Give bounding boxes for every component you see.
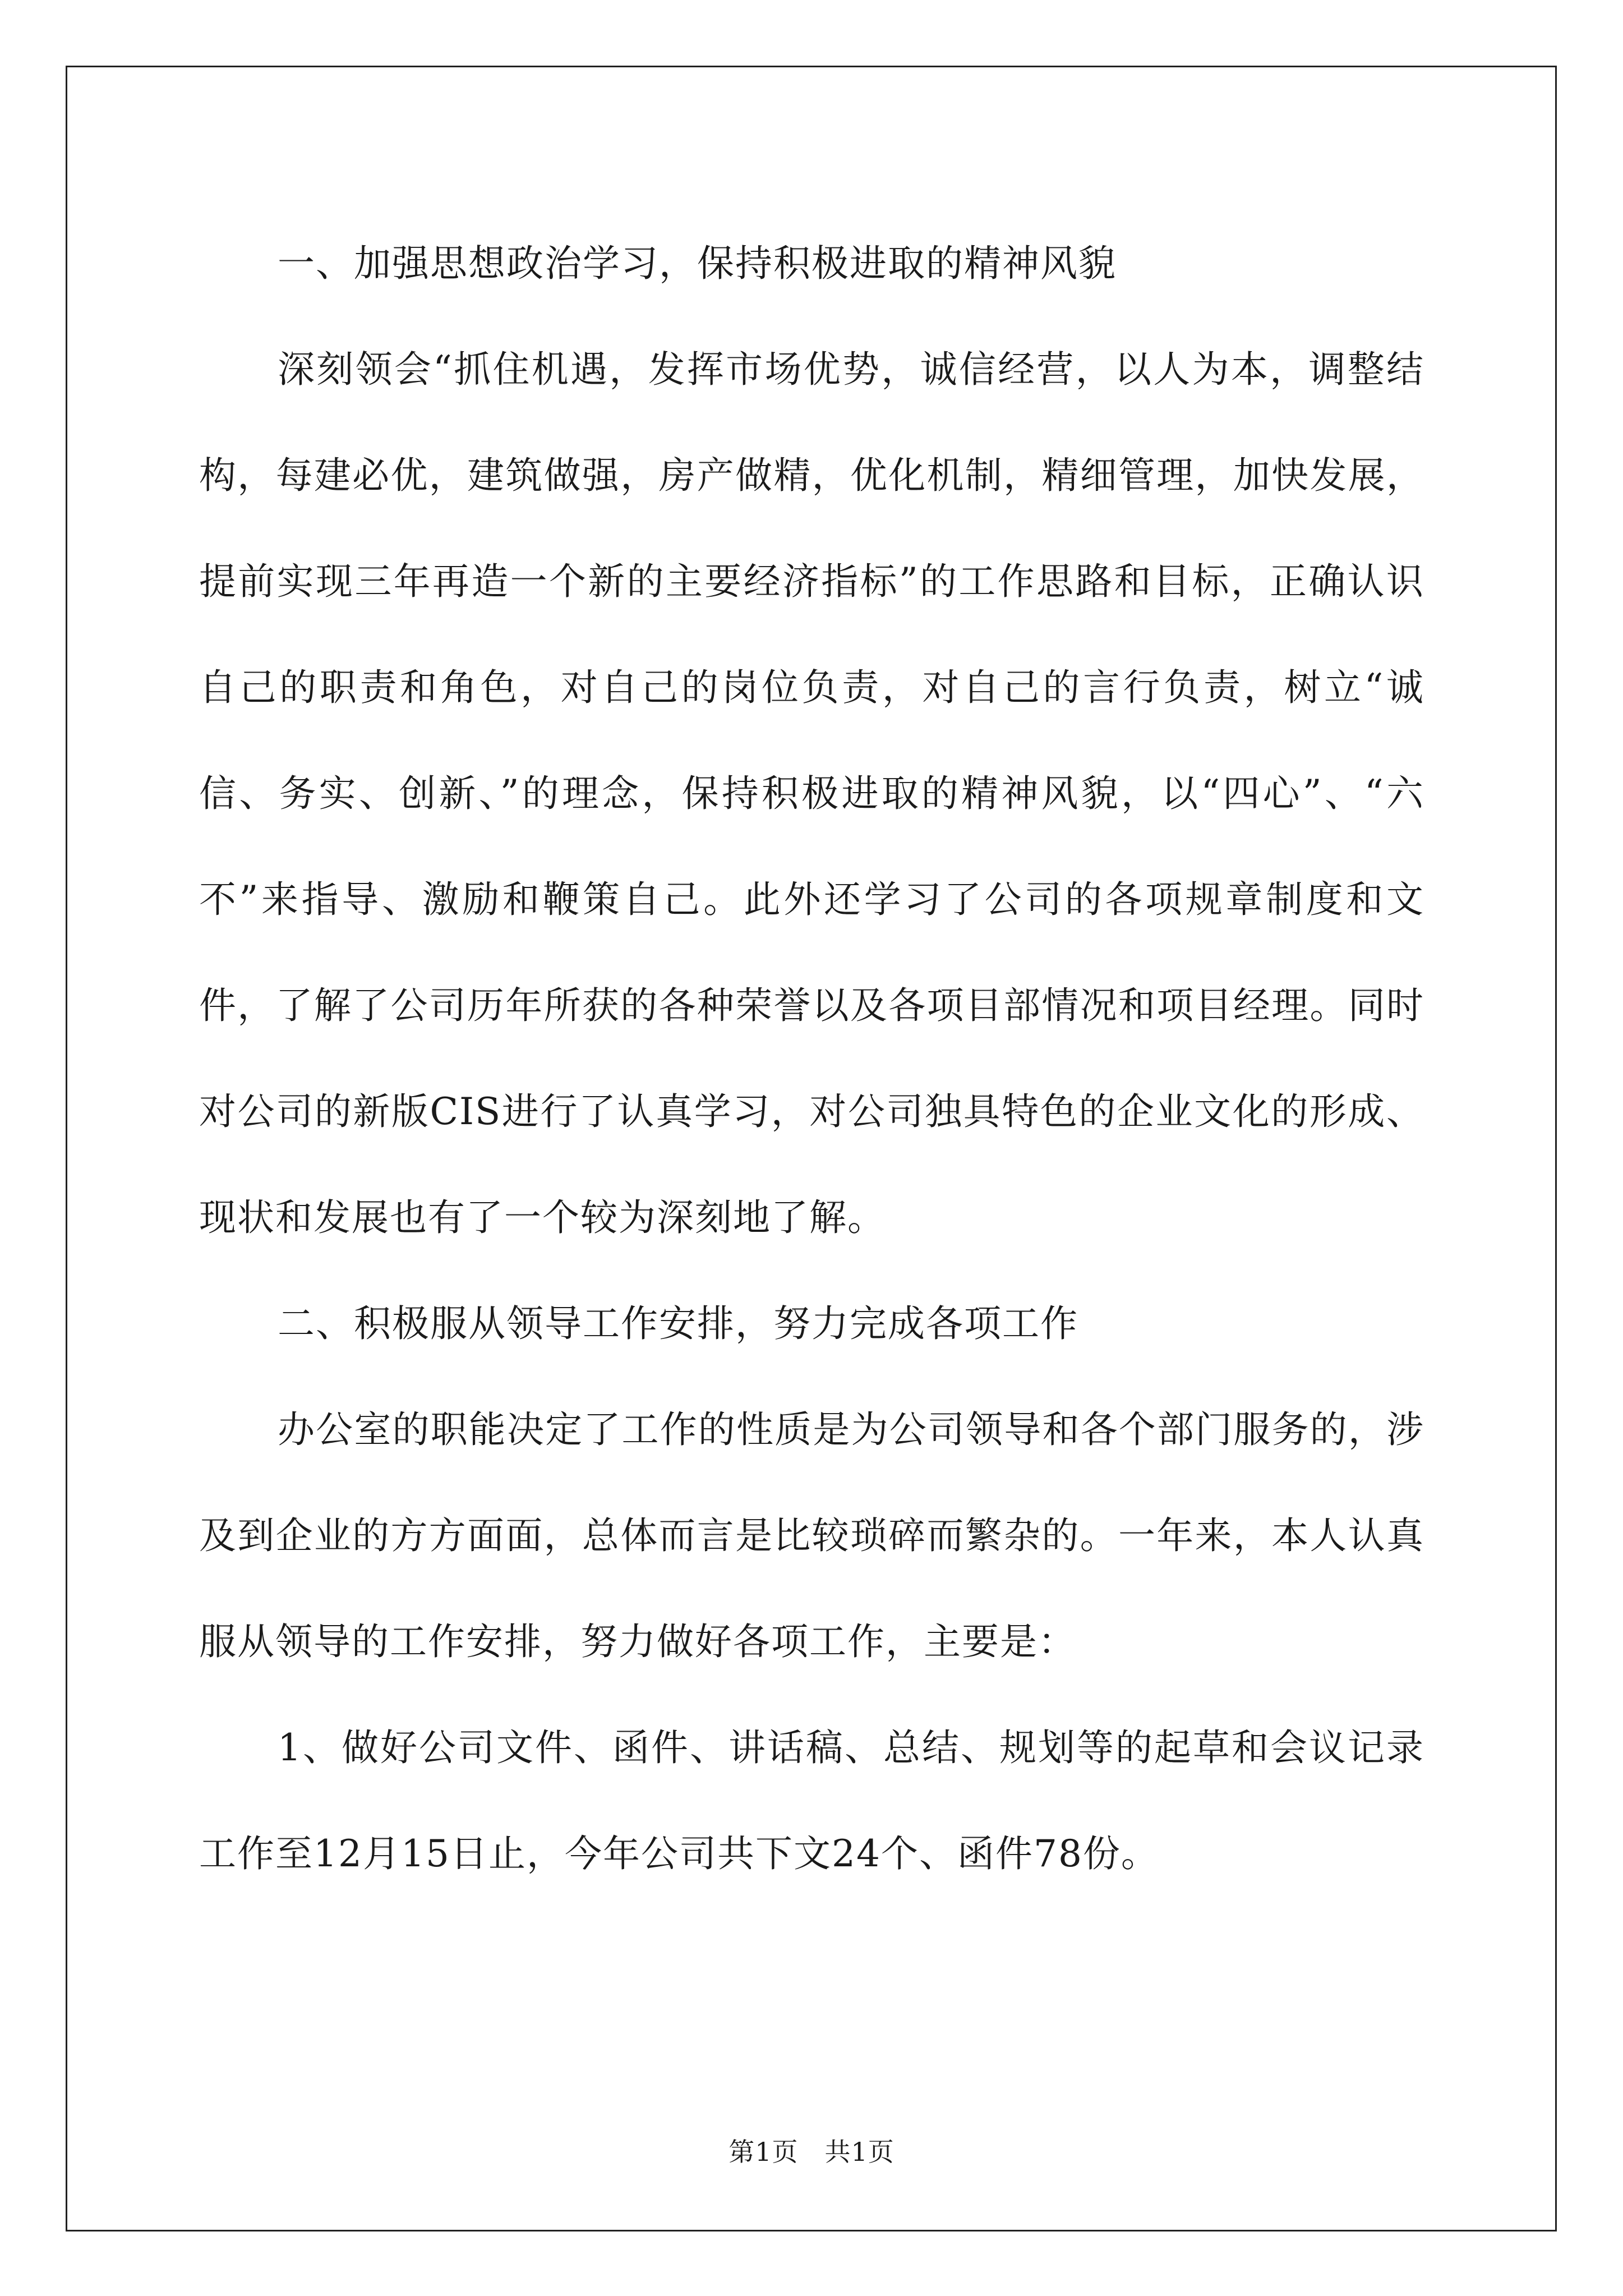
section-heading-2: 二、积极服从领导工作安排，努力完成各项工作 <box>278 1302 1078 1345</box>
section-heading-1: 一、加强思想政治学习，保持积极进取的精神风貌 <box>278 242 1117 285</box>
paragraph-3: 1、做好公司文件、函件、讲话稿、总结、规划等的起草和会议记录工作至12月15日止，今年公司共下文24个、函件78份。 <box>199 1726 1424 1875</box>
page-footer: 第1页 共1页 <box>728 2137 895 2167</box>
paragraph-2: 办公室的职能决定了工作的性质是为公司领导和各个部门服务的，涉及到企业的方方面面，总体而言是比较琐碎而繁杂的。一年来，本人认真服从领导的工作安排，努力做好各项工作，主要是： <box>199 1408 1424 1663</box>
paragraph-1: 深刻领会“抓住机遇，发挥市场优势，诚信经营，以人为本，调整结构，每建必优，建筑做强，房产做精，优化机制，精细管理，加快发展，提前实现三年再造一个新的主要经济指标”的工作思路和目标，正确认识自己的职责和角色，对自己的岗位负责，对自己的言行负责，树立“诚信、务实、创新、”的理念，保持积极进取的精神风貌，以“四心”、“六不”来指导、激励和鞭策自己。此外还学习了公司的各项规章制度和文件，了解了公司历年所获的各种荣誉以及各项目部情况和项目经理。同时对公司的新版CIS进行了认真学习，对公司独具特色的企业文化的形成、现状和发展也有了一个较为深刻地了解。 <box>199 348 1424 1239</box>
document-body <box>199 210 1424 1907</box>
